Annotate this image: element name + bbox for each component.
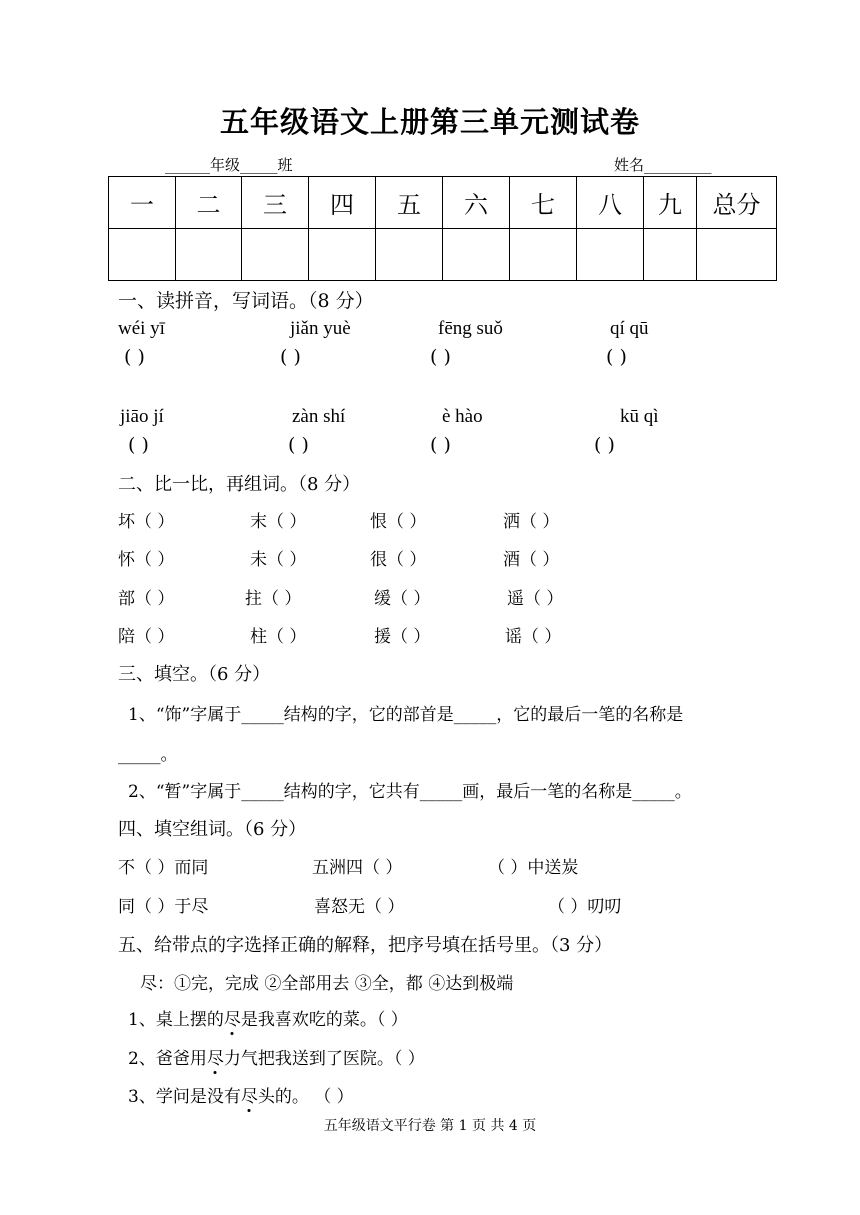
compare-item[interactable]: 很（ ） — [370, 550, 427, 570]
pinyin-7: è hào — [442, 406, 483, 427]
compare-item[interactable]: 洒（ ） — [503, 512, 560, 532]
pinyin-5: jiāo jí — [120, 406, 164, 427]
compare-item[interactable]: 援（ ） — [374, 627, 431, 647]
compare-item[interactable]: 末（ ） — [250, 512, 307, 532]
compare-item[interactable]: 谣（ ） — [505, 627, 562, 647]
meaning-question-3: 3、学问是没有尽头的。 （ ） — [128, 1087, 354, 1107]
idiom-item[interactable]: 五洲四（ ） — [312, 858, 403, 878]
fill-question-1: 1、“饰”字属于_____结构的字，它的部首是_____，它的最后一笔的名称是 — [128, 705, 684, 725]
answer-paren[interactable]: ( ) — [606, 346, 627, 368]
score-header-3: 三 — [242, 177, 309, 229]
meaning-question-2: 2、爸爸用尽力气把我送到了医院。（ ） — [128, 1049, 425, 1069]
score-header-6: 六 — [443, 177, 510, 229]
compare-item[interactable]: 缓（ ） — [374, 589, 431, 609]
score-header-4: 四 — [309, 177, 376, 229]
compare-item[interactable]: 酒（ ） — [503, 550, 560, 570]
page-footer: 五年级语文平行卷 第 1 页 共 4 页 — [323, 1118, 537, 1134]
score-header-1: 一 — [109, 177, 176, 229]
score-cell[interactable] — [577, 229, 644, 281]
compare-item[interactable]: 恨（ ） — [370, 512, 427, 532]
answer-paren[interactable]: ( ) — [594, 434, 615, 456]
compare-item[interactable]: 拄（ ） — [245, 589, 302, 609]
fill-question-2: 2、“暂”字属于_____结构的字，它共有_____画，最后一笔的名称是_____。 — [128, 782, 692, 802]
score-header-2: 二 — [176, 177, 242, 229]
name-field: 姓名_________ — [614, 156, 712, 174]
pinyin-6: zàn shí — [292, 406, 346, 427]
idiom-item[interactable]: 同（ ）于尽 — [118, 897, 209, 917]
pinyin-4: qí qū — [610, 318, 649, 339]
meaning-question-1: 1、桌上摆的尽是我喜欢吃的菜。（ ） — [128, 1010, 408, 1030]
score-cell[interactable] — [644, 229, 697, 281]
compare-item[interactable]: 未（ ） — [250, 550, 307, 570]
score-header-9: 九 — [644, 177, 697, 229]
pinyin-3: fēng suǒ — [438, 318, 503, 339]
compare-item[interactable]: 怀（ ） — [118, 550, 175, 570]
definition-line: 尽：①完，完成 ②全部用去 ③全，都 ④达到极端 — [140, 974, 514, 994]
pinyin-2: jiǎn yuè — [290, 318, 351, 339]
answer-paren[interactable]: ( ) — [430, 434, 451, 456]
score-header-5: 五 — [376, 177, 443, 229]
score-header-8: 八 — [577, 177, 644, 229]
dotted-char: 尽 — [206, 1049, 224, 1069]
pinyin-8: kū qì — [620, 406, 659, 427]
score-cell[interactable] — [309, 229, 376, 281]
answer-paren[interactable]: ( ) — [430, 346, 451, 368]
compare-item[interactable]: 柱（ ） — [250, 627, 307, 647]
section1-heading: 一、读拼音，写词语。（8 分） — [118, 290, 374, 312]
compare-item[interactable]: 陪（ ） — [118, 627, 175, 647]
compare-item[interactable]: 遥（ ） — [507, 589, 564, 609]
score-cell[interactable] — [443, 229, 510, 281]
section2-heading: 二、比一比，再组词。（8 分） — [118, 474, 361, 495]
answer-paren[interactable]: ( ) — [128, 434, 149, 456]
answer-paren[interactable]: ( ) — [288, 434, 309, 456]
score-cell[interactable] — [510, 229, 577, 281]
score-table — [108, 176, 777, 281]
score-cell[interactable] — [176, 229, 242, 281]
idiom-item[interactable]: （ ）中送炭 — [488, 858, 579, 878]
page-title: 五年级语文上册第三单元测试卷 — [219, 105, 640, 139]
idiom-item[interactable]: （ ）叨叨 — [548, 897, 622, 917]
section3-heading: 三、填空。（6 分） — [118, 664, 271, 685]
score-cell[interactable] — [376, 229, 443, 281]
score-header-total: 总分 — [697, 177, 777, 229]
compare-item[interactable]: 坏（ ） — [118, 512, 175, 532]
score-cell[interactable] — [109, 229, 176, 281]
idiom-item[interactable]: 喜怒无（ ） — [314, 897, 405, 917]
section5-heading: 五、给带点的字选择正确的解释，把序号填在括号里。（3 分） — [118, 935, 613, 956]
dotted-char: 尽 — [223, 1010, 241, 1030]
answer-paren[interactable]: ( ) — [124, 346, 145, 368]
pinyin-1: wéi yī — [118, 318, 165, 339]
fill-question-1-cont: _____。 — [118, 745, 178, 765]
compare-item[interactable]: 部（ ） — [118, 589, 175, 609]
grade-class-field: ______年级_____班 — [165, 156, 293, 174]
answer-paren[interactable]: ( ) — [280, 346, 301, 368]
score-header-7: 七 — [510, 177, 577, 229]
dotted-char: 尽 — [240, 1087, 258, 1107]
section4-heading: 四、填空组词。（6 分） — [118, 819, 307, 840]
score-cell[interactable] — [242, 229, 309, 281]
idiom-item[interactable]: 不（ ）而同 — [118, 858, 209, 878]
score-cell-total[interactable] — [697, 229, 777, 281]
